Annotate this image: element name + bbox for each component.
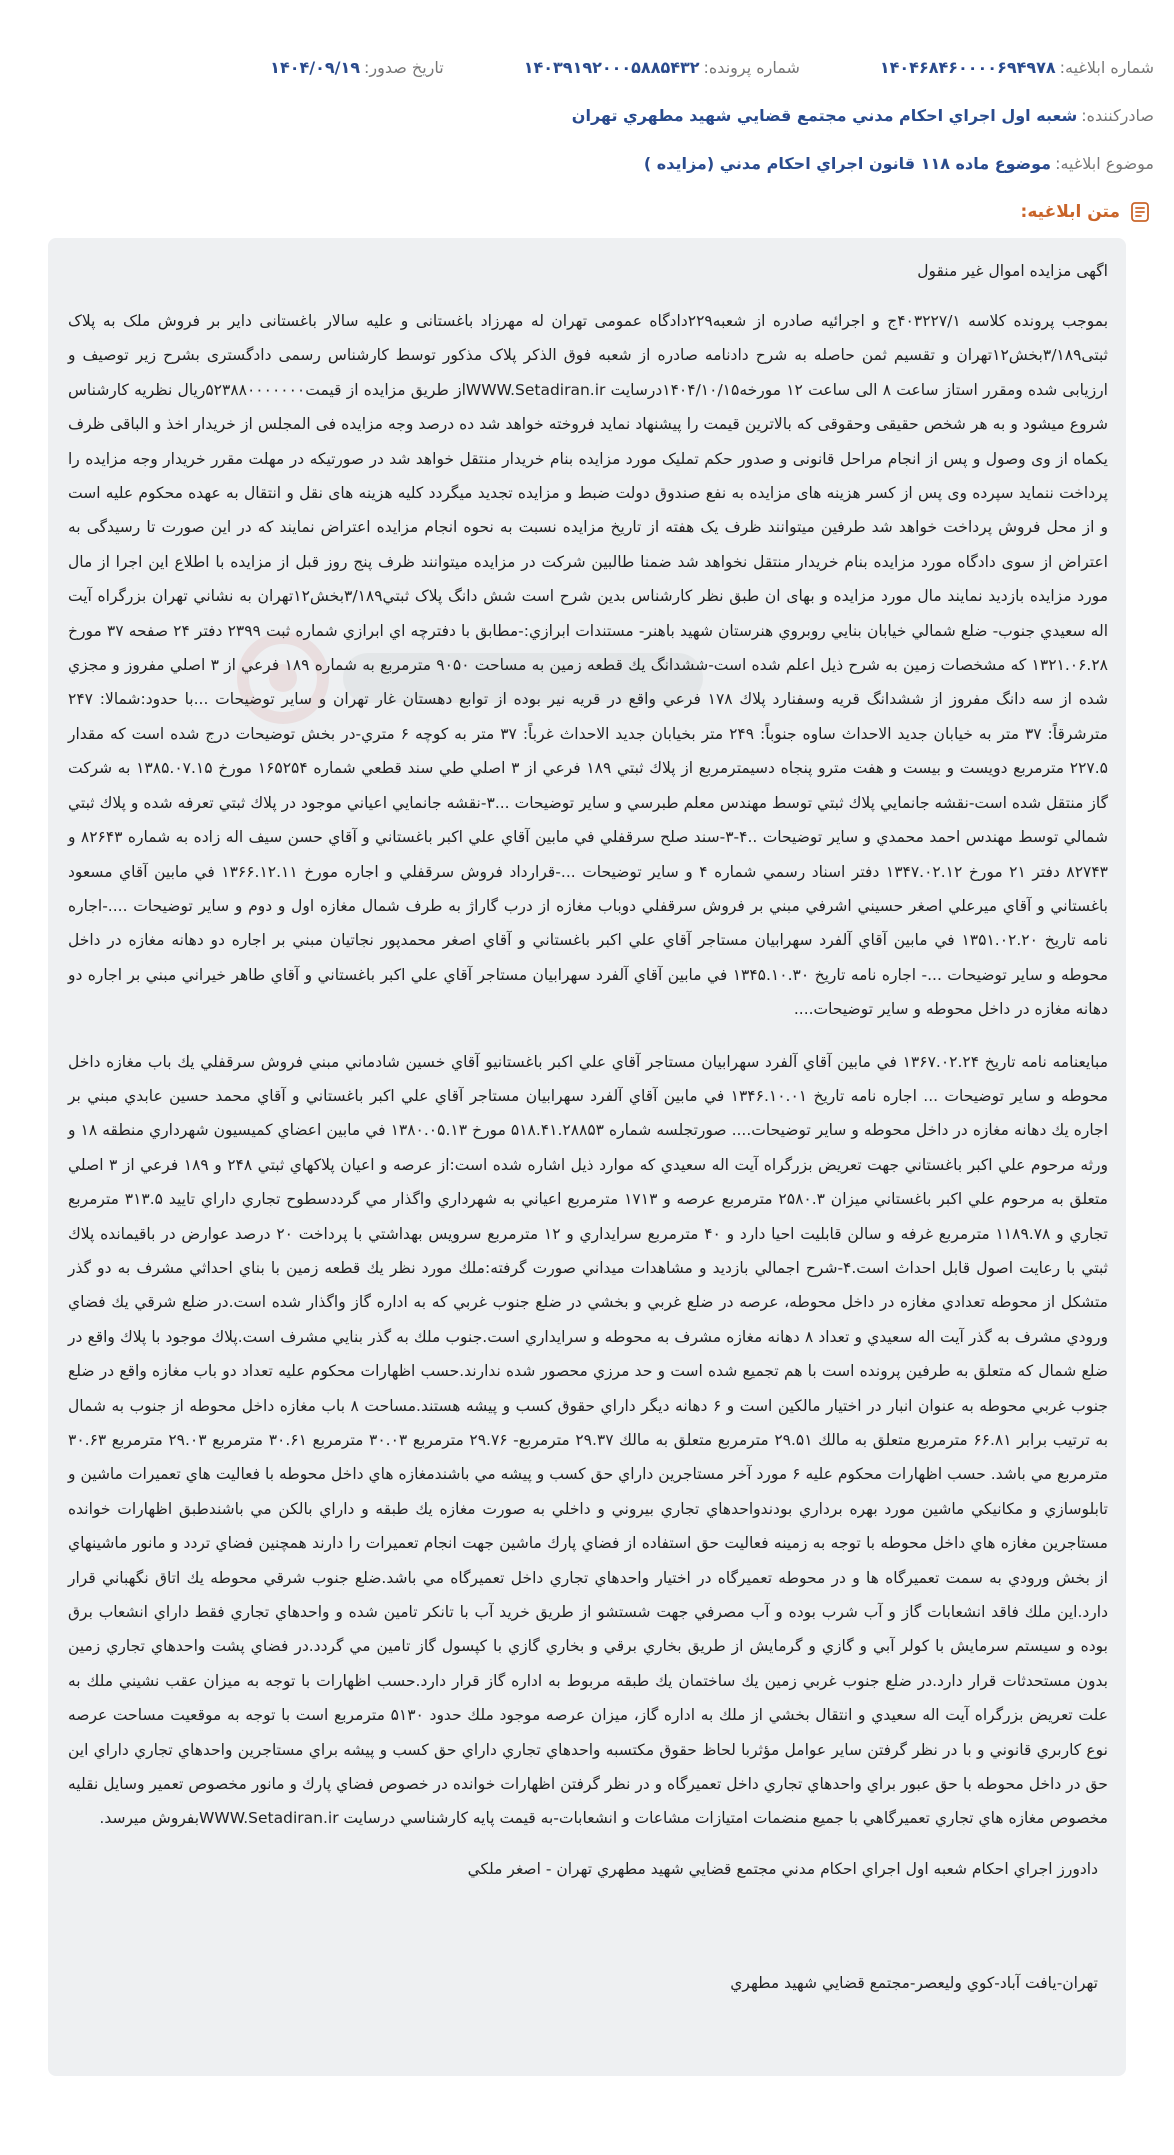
meta-row-issuer xyxy=(20,100,1154,130)
notice-header xyxy=(20,52,1154,178)
subject-value: موضوع ماده ۱۱۸ قانون اجراي احكام مدني (مزايده ) xyxy=(643,153,1052,173)
notice-body-card xyxy=(48,238,1126,2076)
notice-body-text xyxy=(48,238,1126,1998)
meta-row-numbers xyxy=(20,52,1154,82)
notice-address: تهران-يافت آباد-كوي وليعصر-مجتمع قضايي شهيد مطهري xyxy=(730,1973,1098,1992)
issue-date-value: ۱۴۰۴/۰۹/۱۹ xyxy=(270,57,360,77)
case-number-label: شماره پرونده: xyxy=(703,57,800,77)
case-number-value: ۱۴۰۳۹۱۹۲۰۰۰۵۸۸۵۴۳۲ xyxy=(523,57,700,77)
notice-number-label: شماره ابلاغيه: xyxy=(1059,57,1154,77)
notice-paragraph-1: بموجب پرونده کلاسه ۴۰۳۲۲۷/۱ج و اجرائیه صادره از شعبه۲۲۹دادگاه عمومی تهران له مهرزاد باغستانی و علیه سالار باغستانی دایر بر فروش ملک به پلاک ثبتی۳/۱۸۹بخش۱۲تهران و تقسیم ثمن حاصله به شرح دادنامه صادره از شعبه فوق الذکر پلاک مذکور توسط کارشناس رسمی دادگستری بشرح زیر توصیف و ارزیابی شده ومقرر استاز ساعت ۸ الی ساعت ۱۲ مورخه۱۴۰۴/۱۰/۱۵درسایت WWW.Setadiran.irاز طریق مزایده از قیمت۵۲۳۸۸۰۰۰۰۰۰۰ریال نظریه کارشناس شروع میشود و به هر شخص حقیقی وحقوقی که بالاترین قیمت را پیشنهاد نماید فروخته خواهد شد ده درصد وجه مزایده فی المجلس از خریدار اخذ و الباقی ظرف یکماه از وی وصول و پس از انجام مراحل قانونی و صدور حکم تملیک مورد مزایده بنام خریدار منتقل خواهد شد در صورتیکه در مهلت مقرر خریدار وجه مزایده را پرداخت ننماید سپرده وی پس از کسر هزینه های مزایده به نفع صندوق دولت ضبط و مزایده تجدید میگردد کلیه هزینه های نقل و انتقال به عهده محکوم علیه است و از محل فروش پرداخت خواهد شد طرفین میتوانند ظرف یک هفته از تاریخ مزایده نسبت به نحوه انجام مزایده اعتراض نمایند که در این صورت تا رسیدگی به اعتراض از سوی دادگاه مورد مزایده بنام خریدار منتقل نخواهد شد ضمنا طالبین شرکت در مزایده میتوانند ظرف پنج روز قبل از مزایده با اطلاع این اجرا از مال مورد مزایده بازدید نمایند مال مورد مزایده و بهای ان طبق نظر کارشناس بدین شرح است شش دانگ پلاک ثبتي۳/۱۸۹بخش۱۲تهران به نشاني تهران بزرگراه آيت اله سعيدي جنوب- ضلع شمالي خيابان بنايي روبروي هنرستان شهيد باهنر- مستندات ابرازي:-مطابق با دفترچه اي ابرازي شماره ثبت ۲۳۹۹ دفتر ۲۴ صفحه ۳۷ مورخ ۱۳۲۱.۰۶.۲۸ كه مشخصات زمين به شرح ذيل اعلم شده است-ششدانگ يك قطعه زمين به مساحت ۹۰۵۰ مترمربع به شماره ۱۸۹ فرعي از ۳ اصلي مفروز و مجزي شده از سه دانگ مفروز از ششدانگ قريه وسفنارد پلاك ۱۷۸ فرعي واقع در قريه نير بوده از توابع دهستان غار تهران و ساير توضيحات ...با حدود:شمالا: ۲۴۷ مترشرقاً: ۳۷ متر به خيابان جديد الاحداث ساوه جنوباً: ۲۴۹ متر بخيابان جديد الاحداث غرباً: ۳۷ متر به كوچه ۶ متري-در بخش توضيحات درج شده است كه مقدار ۲۲۷.۵ مترمربع دويست و بيست و هفت مترو پنجاه دسيمترمربع از پلاك ثبتي ۱۸۹ فرعي از ۳ اصلي طي سند قطعي شماره ۱۶۵۲۵۴ مورخ ۱۳۸۵.۰۷.۱۵ به شركت گاز منتقل شده است-نقشه جانمايي پلاك ثبتي توسط مهندس معلم طبرسي و ساير توضيحات ...۳-نقشه جانمايي اعياني موجود در پلاك ثبتي تعرفه شده و پلاك ثبتي شمالي توسط مهندس احمد محمدي و ساير توضيحات ..۴-۳-سند صلح سرقفلي في مابين آقاي علي اكبر باغستاني و آقاي حسن سيف اله زاده به شماره ۸۲۶۴۳ و ۸۲۷۴۳ دفتر ۲۱ مورخ ۱۳۴۷.۰۲.۱۲ دفتر اسناد رسمي شماره ۴ و ساير توضيحات ...-قرارداد فروش سرقفلي و اجاره مورخ ۱۳۶۶.۱۲.۱۱ في مابين آقاي مسعود باغستاني و آقاي ميرعلي اصغر حسيني اشرفي مبني بر فروش سرقفلي دوباب مغازه از درب گاراژ به طرف شمال مغازه اول و دوم و ساير توضيحات ....-اجاره نامه تاريخ ۱۳۵۱.۰۲.۲۰ في مابين آقاي آلفرد سهرابيان مستاجر آقاي علي اكبر باغستاني و آقاي اصغر محمدپور نجاتيان مبني بر اجاره دو دهانه مغازه در داخل محوطه و ساير توضيحات ...- اجاره نامه تاريخ ۱۳۴۵.۱۰.۳۰ في مابين آقاي آلفرد سهرابيان مستاجر آقاي علي اكبر باغستاني و آقاي طاهر خيراني مبني بر اجاره دو دهانه مغازه در داخل محوطه و ساير توضيحات.... xyxy=(68,312,1109,1019)
subject xyxy=(644,154,1154,173)
issue-date-label: تاريخ صدور: xyxy=(363,57,444,77)
subject-label: موضوع ابلاغيه: xyxy=(1055,153,1154,173)
issuer-value: شعبه اول اجراي احكام مدني مجتمع قضايي شهيد مطهري تهران xyxy=(571,105,1078,125)
notice-paragraph-2: مبايعنامه نامه تاريخ ۱۳۶۷.۰۲.۲۴ في مابين آقاي آلفرد سهرابيان مستاجر آقاي علي اكبر باغستانيو آقاي خسين شادماني مبني فروش سرقفلي يك باب مغازه داخل محوطه و ساير توضيحات ... اجاره نامه تاريخ ۱۳۴۶.۱۰.۰۱ في مابين آقاي آلفرد سهرابيان مستاجر آقاي علي اكبر باغستاني و آقاي محمد حسين عابدي مبني بر اجاره يك دهانه مغازه در داخل محوطه و ساير توضيحات.... صورتجلسه شماره ۵۱۸.۴۱.۲۸۸۵۳ مورخ ۱۳۸۰.۰۵.۱۳ في مابين اعضاي كميسيون شهرداري منطقه ۱۸ و ورثه مرحوم علي اكبر باغستاني جهت تعريض بزرگراه آيت اله سعيدي كه موارد ذيل اشاره شده است:از عرصه و اعيان پلاكهاي ثبتي ۲۴۸ و ۱۸۹ فرعي از ۳ اصلي متعلق به مرحوم علي اكبر باغستاني ميزان ۲۵۸۰.۳ مترمربع عرصه و ۱۷۱۳ مترمربع اعياني به شهرداري واگذار مي گرددسطوح تجاري داراي تاييد ۳۱۳.۵ مترمربع تجاري و ۱۱۸۹.۷۸ مترمربع غرفه و سالن قابليت احيا دارد و ۴۰ مترمربع سرايداري و ۱۲ مترمربع سرويس بهداشتي با پرداخت ۲۰ درصد عوارض در باقيمانده پلاك ثبتي با رعايت اصول قابل احداث است.۴-شرح اجمالي بازديد و مشاهدات ميداني صورت گرفته:ملك مورد نظر يك قطعه زمين با بناي احداثي مشرف به دو گذر متشكل از محوطه تعدادي مغازه در داخل محوطه، عرصه در ضلع غربي و بخشي در ضلع جنوب غربي كه به اداره گاز واگذار شده است.در ضلع شرقي يك فضاي ورودي مشرف به گذر آيت اله سعيدي و تعداد ۸ دهانه مغازه مشرف به محوطه و سرايداري است.جنوب ملك به گذر بنايي مشرف است.پلاك موجود با پلاك واقع در ضلع شمال كه متعلق به طرفين پرونده است با هم تجميع شده است و حد مرزي محصور شده ندارند.حسب اظهارات محكوم عليه تعداد دو باب مغازه واقع در ضلع جنوب غربي محوطه به عنوان انبار در اختيار مالكين است و ۶ دهانه ديگر داراي حقوق كسب و پيشه هستند.مساحت ۸ باب مغازه داخل محوطه از جنوب به شمال به ترتيب برابر ۶۶.۸۱ مترمربع متعلق به مالك ۲۹.۵۱ مترمربع متعلق به مالك ۲۹.۳۷ مترمربع- ۲۹.۷۶ مترمربع ۳۰.۰۳ مترمربع ۳۰.۶۱ مترمربع ۲۹.۰۳ مترمربع ۳۰.۶۳ مترمربع مي باشد. حسب اظهارات محكوم عليه ۶ مورد آخر مستاجرين داراي حق كسب و پيشه مي باشندمغازه هاي داخل محوطه با فعاليت هاي تعميرات ماشين و تابلوسازي و مكانيكي ماشين مورد بهره برداري بودندواحدهاي تجاري بيروني و داخلي به صورت مغازه يك طبقه و داراي بالكن مي باشندطبق اظهارات خوانده مستاجرين مغازه هاي داخل محوطه با توجه به زمينه فعاليت حق استفاده از فضاي پارك ماشين جهت انجام تعميرات را دارند همچنين فضاي تردد و مانور ماشينهاي از بخش ورودي به سمت تعميرگاه ها و در محوطه تعميرگاه در اختيار واحدهاي تجاري داخل تعميرگاه مي باشد.ضلع جنوب شرقي محوطه يك اتاق نگهباني قرار دارد.اين ملك فاقد انشعابات گاز و آب شرب بوده و آب مصرفي جهت شستشو از طريق خريد آب با تانكر تامين شده و واحدهاي تجاري فقط داراي انشعاب برق بوده و سيستم سرمايش با كولر آبي و گازي و گرمايش از طريق بخاري برقي و بخاري گازي با كپسول گاز تامين مي گردد.در فضاي پشت واحدهاي تجاري زمين بدون مستحدثات قرار دارد.در ضلع جنوب غربي زمين يك ساختمان يك طبقه مربوط به اداره گاز قرار دارد.حسب اظهارات با توجه به ميزان عقب نشيني ملك به علت تعريض بزرگراه آيت اله سعيدي و انتقال بخشي از ملك به اداره گاز، ميزان عرصه موجود ملك حدود ۵۱۳۰ مترمربع است با توجه به موقعيت مساحت عرصه نوع كاربري قانوني و با در نظر گرفتن ساير عوامل مؤثربا لحاظ حقوق مكتسبه واحدهاي تجاري داراي حق كسب و پيشه براي مستاجرين واحدهاي تجاري داراي اين حق در داخل محوطه با حق عبور براي واحدهاي تجاري داخل تعميرگاه و در نظر گرفتن اظهارات خوانده در خصوص فضاي پارك و مانور مخصوص تعمير وسايل نقليه مخصوص مغازه هاي تجاري تعميرگاهي با جميع منضمات امتيازات مشاعات و انشعابات-به قيمت پايه كارشناسي درسايت WWW.Setadiran.irبفروش ميرسد. xyxy=(68,1052,1109,1828)
notice-text-heading-label: متن ابلاغيه: xyxy=(1020,202,1120,222)
notice-number xyxy=(880,58,1154,77)
issuer xyxy=(572,106,1154,125)
notice-title: اگهی مزایده اموال غیر منقول xyxy=(917,262,1108,280)
notice-signature: دادورز اجراي احكام شعبه اول اجراي احكام مدني مجتمع قضايي شهيد مطهري تهران - اصغر ملكي xyxy=(467,1859,1098,1878)
case-number xyxy=(524,58,800,77)
meta-row-subject xyxy=(20,148,1154,178)
issue-date xyxy=(270,58,444,77)
notice-text-heading xyxy=(1021,200,1152,224)
document-icon xyxy=(1128,200,1152,224)
notice-number-value: ۱۴۰۴۶۸۴۶۰۰۰۰۶۹۴۹۷۸ xyxy=(879,57,1056,77)
issuer-label: صادرکننده: xyxy=(1081,105,1154,125)
